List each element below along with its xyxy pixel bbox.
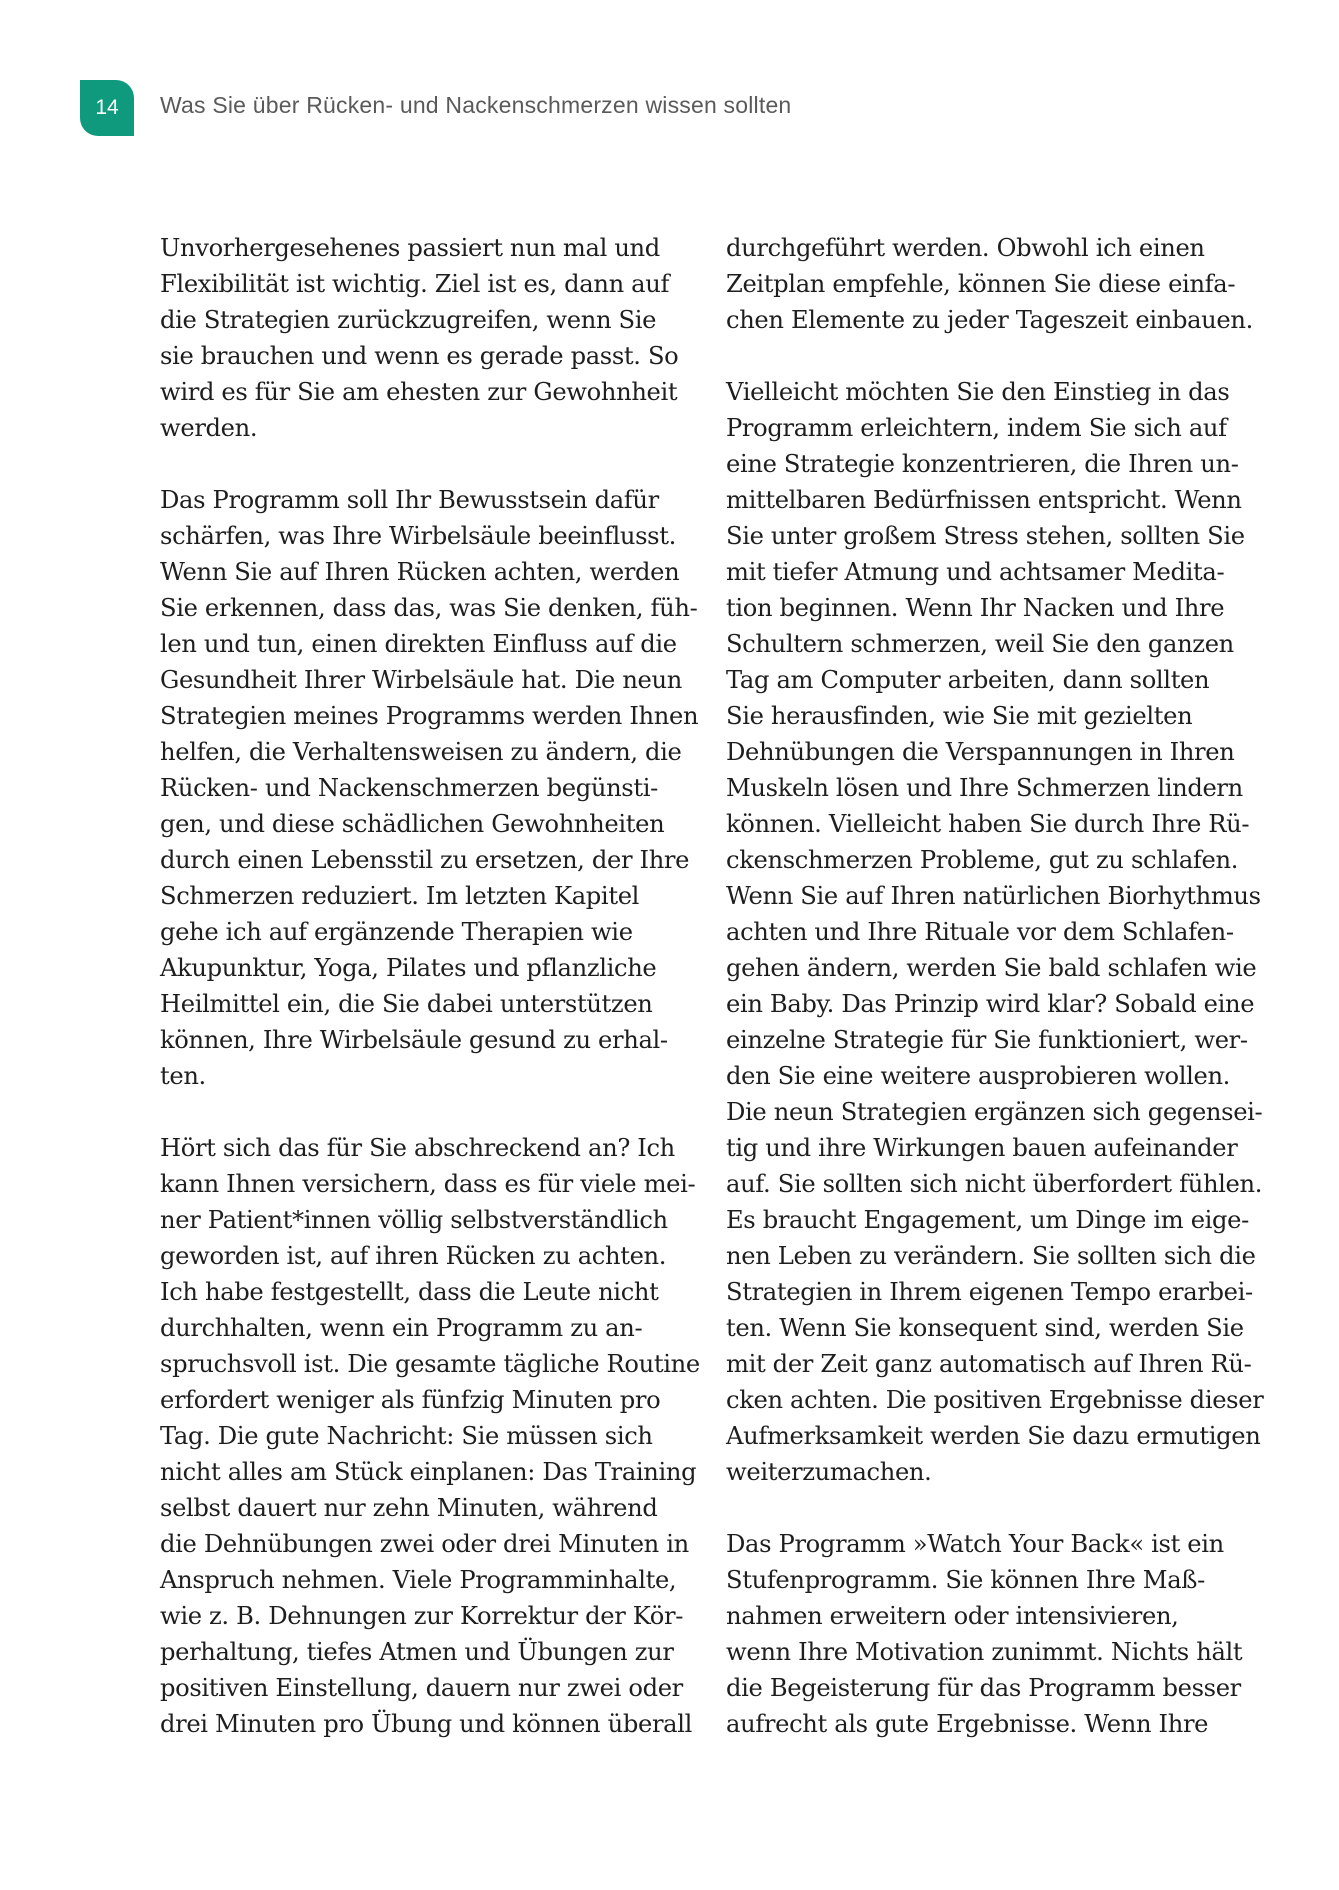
text-line: Schmerzen reduziert. Im letzten Kapitel: [160, 882, 640, 910]
text-line: gen, und diese schädlichen Gewohnheiten: [160, 810, 665, 838]
page-number-tab: [80, 80, 134, 136]
paragraph: [160, 1130, 700, 1742]
text-line: Sie unter großem Stress stehen, sollten Sie: [726, 522, 1245, 550]
text-line: ckenschmerzen Probleme, gut zu schlafen.: [726, 846, 1239, 874]
text-line: wie z. B. Dehnungen zur Korrektur der Kör-: [160, 1602, 684, 1630]
paragraph: [726, 1526, 1256, 1742]
text-line: geworden ist, auf ihren Rücken zu achten.: [160, 1242, 667, 1270]
text-line: den Sie eine weitere ausprobieren wollen.: [726, 1062, 1231, 1090]
text-line: Zeitplan empfehle, können Sie diese einfa-: [726, 270, 1236, 298]
text-line: ein Baby. Das Prinzip wird klar? Sobald eine: [726, 990, 1255, 1018]
paragraph-gap: [726, 1490, 1256, 1526]
text-line: wenn Ihre Motivation zunimmt. Nichts hält: [726, 1638, 1243, 1666]
text-line: Vielleicht möchten Sie den Einstieg in das: [726, 378, 1230, 406]
text-line: Das Programm »Watch Your Back« ist ein: [726, 1530, 1224, 1558]
text-line: können, Ihre Wirbelsäule gesund zu erhal-: [160, 1026, 668, 1054]
paragraph-gap: [726, 338, 1256, 374]
text-line: auf. Sie sollten sich nicht überfordert fühlen.: [726, 1170, 1263, 1198]
text-line: achten und Ihre Rituale vor dem Schlafen-: [726, 918, 1234, 946]
text-line: einzelne Strategie für Sie funktioniert, wer-: [726, 1026, 1248, 1054]
text-line: Das Programm soll Ihr Bewusstsein dafür: [160, 486, 659, 514]
text-line: nen Leben zu verändern. Sie sollten sich die: [726, 1242, 1256, 1270]
text-line: Aufmerksamkeit werden Sie dazu ermutigen: [726, 1422, 1261, 1450]
text-line: Strategien meines Programms werden Ihnen: [160, 702, 699, 730]
text-line: durchgeführt werden. Obwohl ich einen: [726, 234, 1205, 262]
text-line: helfen, die Verhaltensweisen zu ändern, die: [160, 738, 682, 766]
text-line: Schultern schmerzen, weil Sie den ganzen: [726, 630, 1234, 658]
text-line: ten.: [160, 1062, 206, 1090]
text-line: Akupunktur, Yoga, Pilates und pflanzliche: [160, 954, 657, 982]
text-line: die Dehnübungen zwei oder drei Minuten in: [160, 1530, 689, 1558]
text-line: die Strategien zurückzugreifen, wenn Sie: [160, 306, 657, 334]
text-line: ten. Wenn Sie konsequent sind, werden Sie: [726, 1314, 1244, 1342]
text-line: durch einen Lebensstil zu ersetzen, der Ihre: [160, 846, 690, 874]
text-line: erfordert weniger als fünfzig Minuten pro: [160, 1386, 661, 1414]
running-header: Was Sie über Rücken- und Nackenschmerzen wissen sollten: [160, 92, 792, 118]
text-line: nicht alles am Stück einplanen: Das Training: [160, 1458, 697, 1486]
text-line: tig und ihre Wirkungen bauen aufeinander: [726, 1134, 1238, 1162]
text-line: aufrecht als gute Ergebnisse. Wenn Ihre: [726, 1710, 1209, 1738]
text-line: Wenn Sie auf Ihren Rücken achten, werden: [160, 558, 680, 586]
text-line: sie brauchen und wenn es gerade passt. So: [160, 342, 679, 370]
text-line: len und tun, einen direkten Einfluss auf die: [160, 630, 677, 658]
text-line: Tag am Computer arbeiten, dann sollten: [726, 666, 1210, 694]
text-line: mit der Zeit ganz automatisch auf Ihren Rü-: [726, 1350, 1252, 1378]
text-line: Wenn Sie auf Ihren natürlichen Biorhythmus: [726, 882, 1261, 910]
text-line: Programm erleichtern, indem Sie sich auf: [726, 414, 1227, 442]
text-line: perhaltung, tiefes Atmen und Übungen zur: [160, 1638, 674, 1666]
text-line: mit tiefer Atmung und achtsamer Medita-: [726, 558, 1225, 586]
paragraph: [160, 482, 699, 1094]
text-line: können. Vielleicht haben Sie durch Ihre Rü-: [726, 810, 1250, 838]
text-line: Stufenprogramm. Sie können Ihre Maß-: [726, 1566, 1205, 1594]
paragraph: [726, 230, 1256, 338]
text-line: Anspruch nehmen. Viele Programminhalte,: [160, 1566, 677, 1594]
text-line: Unvorhergesehenes passiert nun mal und: [160, 234, 660, 262]
paragraph-gap: [160, 1094, 690, 1130]
text-line: mittelbaren Bedürfnissen entspricht. Wenn: [726, 486, 1242, 514]
text-line: wird es für Sie am ehesten zur Gewohnheit: [160, 378, 678, 406]
text-line: Strategien in Ihrem eigenen Tempo erarbei-: [726, 1278, 1253, 1306]
text-line: Die neun Strategien ergänzen sich gegensei-: [726, 1098, 1263, 1126]
text-line: positiven Einstellung, dauern nur zwei oder: [160, 1674, 683, 1702]
text-line: Sie herausfinden, wie Sie mit gezielten: [726, 702, 1193, 730]
text-line: schärfen, was Ihre Wirbelsäule beeinflusst.: [160, 522, 676, 550]
text-line: eine Strategie konzentrieren, die Ihren un-: [726, 450, 1239, 478]
paragraph: [726, 374, 1264, 1490]
text-line: gehe ich auf ergänzende Therapien wie: [160, 918, 633, 946]
text-line: selbst dauert nur zehn Minuten, während: [160, 1494, 658, 1522]
text-line: Dehnübungen die Verspannungen in Ihren: [726, 738, 1235, 766]
paragraph: [160, 230, 690, 446]
text-line: ner Patient*innen völlig selbstverständlich: [160, 1206, 668, 1234]
text-line: spruchsvoll ist. Die gesamte tägliche Routine: [160, 1350, 700, 1378]
text-line: die Begeisterung für das Programm besser: [726, 1674, 1241, 1702]
text-line: werden.: [160, 414, 258, 442]
paragraph-gap: [160, 446, 690, 482]
text-line: Hört sich das für Sie abschreckend an? Ich: [160, 1134, 675, 1162]
text-line: Muskeln lösen und Ihre Schmerzen lindern: [726, 774, 1243, 802]
text-column-right: [726, 230, 1264, 1742]
text-column-left: [160, 230, 700, 1742]
text-line: Es braucht Engagement, um Dinge im eige-: [726, 1206, 1249, 1234]
text-line: kann Ihnen versichern, dass es für viele mei-: [160, 1170, 696, 1198]
text-line: Sie erkennen, dass das, was Sie denken, füh-: [160, 594, 698, 622]
text-line: drei Minuten pro Übung und können überall: [160, 1710, 692, 1738]
page-number: 14: [95, 96, 119, 119]
text-line: cken achten. Die positiven Ergebnisse dieser: [726, 1386, 1264, 1414]
text-line: Ich habe festgestellt, dass die Leute nicht: [160, 1278, 659, 1306]
text-line: Flexibilität ist wichtig. Ziel ist es, dann auf: [160, 270, 670, 298]
text-line: weiterzumachen.: [726, 1458, 932, 1486]
text-line: tion beginnen. Wenn Ihr Nacken und Ihre: [726, 594, 1225, 622]
text-line: gehen ändern, werden Sie bald schlafen wie: [726, 954, 1257, 982]
text-line: Gesundheit Ihrer Wirbelsäule hat. Die neun: [160, 666, 682, 694]
text-line: Heilmittel ein, die Sie dabei unterstützen: [160, 990, 653, 1018]
text-line: Tag. Die gute Nachricht: Sie müssen sich: [160, 1422, 653, 1450]
text-line: nahmen erweitern oder intensivieren,: [726, 1602, 1179, 1630]
text-line: durchhalten, wenn ein Programm zu an-: [160, 1314, 643, 1342]
text-line: chen Elemente zu jeder Tageszeit einbauen.: [726, 306, 1253, 334]
text-line: Rücken- und Nackenschmerzen begünsti-: [160, 774, 658, 802]
